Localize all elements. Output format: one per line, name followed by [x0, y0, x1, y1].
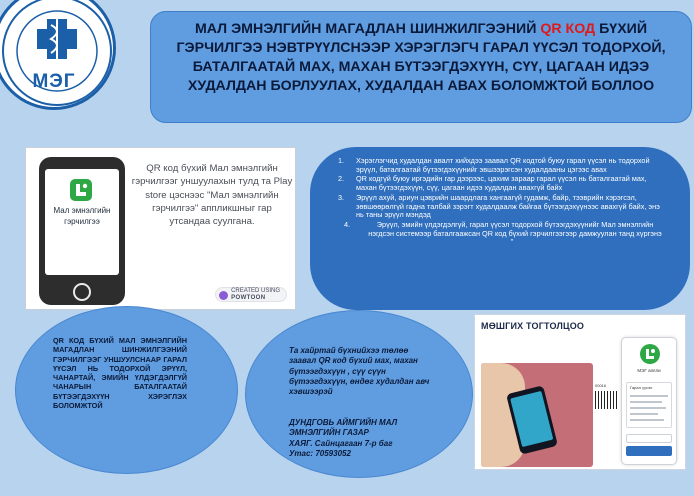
- address: ХАЯГ. Сайнцагаан 7-р баг: [289, 438, 393, 448]
- barcode-number: 00016: [595, 383, 607, 388]
- barcode-icon: [595, 391, 617, 409]
- title-text-start: МАЛ ЭМНЭЛГИЙН МАГАДЛАН ШИНЖИЛГЭЭНИЙ: [194, 21, 541, 37]
- page-title: [150, 11, 692, 123]
- origin-panel-title: Гарал үүсэл: [630, 385, 653, 390]
- phone-illustration: [39, 157, 125, 305]
- phone-screen: [45, 169, 119, 275]
- powtoon-caption: CREATED USING: [231, 288, 280, 294]
- title-qr-highlight: QR КОД: [540, 21, 596, 37]
- tracking-title: МӨШГИХ ТОГТОЛЦОО: [481, 321, 585, 331]
- app-icon: [70, 179, 92, 201]
- app-name: МЭГ аппли: [637, 368, 661, 373]
- list-item: 4. Эрүүл, эмийн үлдэгдэлгүй, гарал үүсэл тодорхой бүтээгдэхүүнийг Мал эмнэлгийн нэгдсэн системээр баталгаажсан QR код бүхий гэрчилгээгээр дамжуулан танд хүргэнэ: [344, 219, 662, 238]
- phone-number: Утас: 70593052: [289, 448, 351, 458]
- tracking-screenshot: [474, 314, 686, 470]
- promo-text: QR код бүхий Мал эмнэлгийн гэрчилгээг уншуулахын тулд та Play store цэснээс "Мал эмнэлгийн гэрчилгээ" аппликшныг гар утсандаа суулгана.: [131, 163, 293, 228]
- list-item: 1. Хэрэглэгчид худалдан авалт хийхдээ заавал QR кодтой буюу гарал үүсэл нь тодорхой эрүүл, баталгаатай бүтээгдэхүүнийг эвшээрэгсэн худалдааны цэгээс авах: [338, 156, 650, 174]
- app-logo-icon: [640, 344, 660, 364]
- title-text-end: БҮХИЙ ГЭРЧИЛГЭЭ НЭВТРҮҮЛСНЭЭР ХЭРЭГЛЭГЧ ГАРАЛ ҮҮСЭЛ ТОДОРХОЙ, БАТАЛГААТАЙ МАХ, МАХАН БҮТЭЭГДЭХҮҮН, СҮҮ, ЦАГААН ИДЭЭ ХУДАЛДАН БОРЛУУЛАХ, ХУДАЛДАН АВАХ БОЛОМЖТОЙ БОЛЛОО: [176, 21, 666, 94]
- contact-block: [289, 418, 437, 459]
- powtoon-badge: [215, 287, 287, 302]
- logo: [0, 0, 116, 110]
- list-item: 2. QR кодгүй буюу иргэдийн гар дээрээс, цахим зараар гарал үүсэл нь баталгаатай мах, махан бүтээгдэхүүн, сүү, цагаан идээ худалдан авахгүй байх: [338, 174, 647, 193]
- meat-scan-photo: [481, 363, 593, 467]
- origin-panel: [626, 382, 672, 428]
- org-name: ДУНДГОВЬ АЙМГИЙН МАЛ ЭМНЭЛГИЙН ГАЗАР: [289, 418, 398, 438]
- list-item: 3. Эрүүл ахуй, ариун цэврийн шаардлага хангаагүй гудамж, байр, тээврийн хэрэгсэл, зөвшөөрөлгүй гадна талбай зэрэгт худалдаалж байгаа бүтээгдэхүүнээс авахгүй байх, энэ нь таны эрүүл мэндэд: [338, 192, 660, 220]
- steps-panel: [310, 147, 690, 310]
- logo-emblem: [0, 0, 116, 110]
- promo-card: [25, 147, 296, 310]
- check-button[interactable]: [626, 446, 672, 456]
- logo-abbreviation: МЭГ: [32, 71, 76, 92]
- middle-bubble-message: Та хайртай бүхнийхээ төлөө заавал QR код бүхий мах, махан бүтээгдэхүүн , сүү сүүн бүтээгдэхүүн, өндөг худалдан авч хэвшээрэй: [289, 346, 430, 397]
- app-label: Мал эмнэлгийн гэрчилгээ: [53, 206, 111, 226]
- phone-home-button: [73, 283, 91, 301]
- code-input[interactable]: [626, 434, 672, 443]
- steps-tail: ": [510, 239, 514, 247]
- powtoon-logo-icon: [219, 291, 228, 300]
- powtoon-brand: POWTOON: [231, 294, 266, 301]
- app-screen: [621, 337, 677, 465]
- left-bubble-text: QR КОД БҮХИЙ МАЛ ЭМНЭЛГИЙН МАГАДЛАН ШИНЖИЛГЭЭНИЙ ГЭРЧИЛГЭЭГ УНШУУЛСНААР ГАРАЛ ҮҮСЭЛ НЬ ТОДОРХОЙ ЭРҮҮЛ, ЧАНАРТАЙ, ЭМИЙН ҮЛДЭГДЭЛГҮЙ ЧАНАРЫН БАТАЛГААТАЙ БҮТЭЭГДЭХҮҮН ХЭРЭГЛЭХ БОЛОМЖТОЙ: [53, 336, 187, 411]
